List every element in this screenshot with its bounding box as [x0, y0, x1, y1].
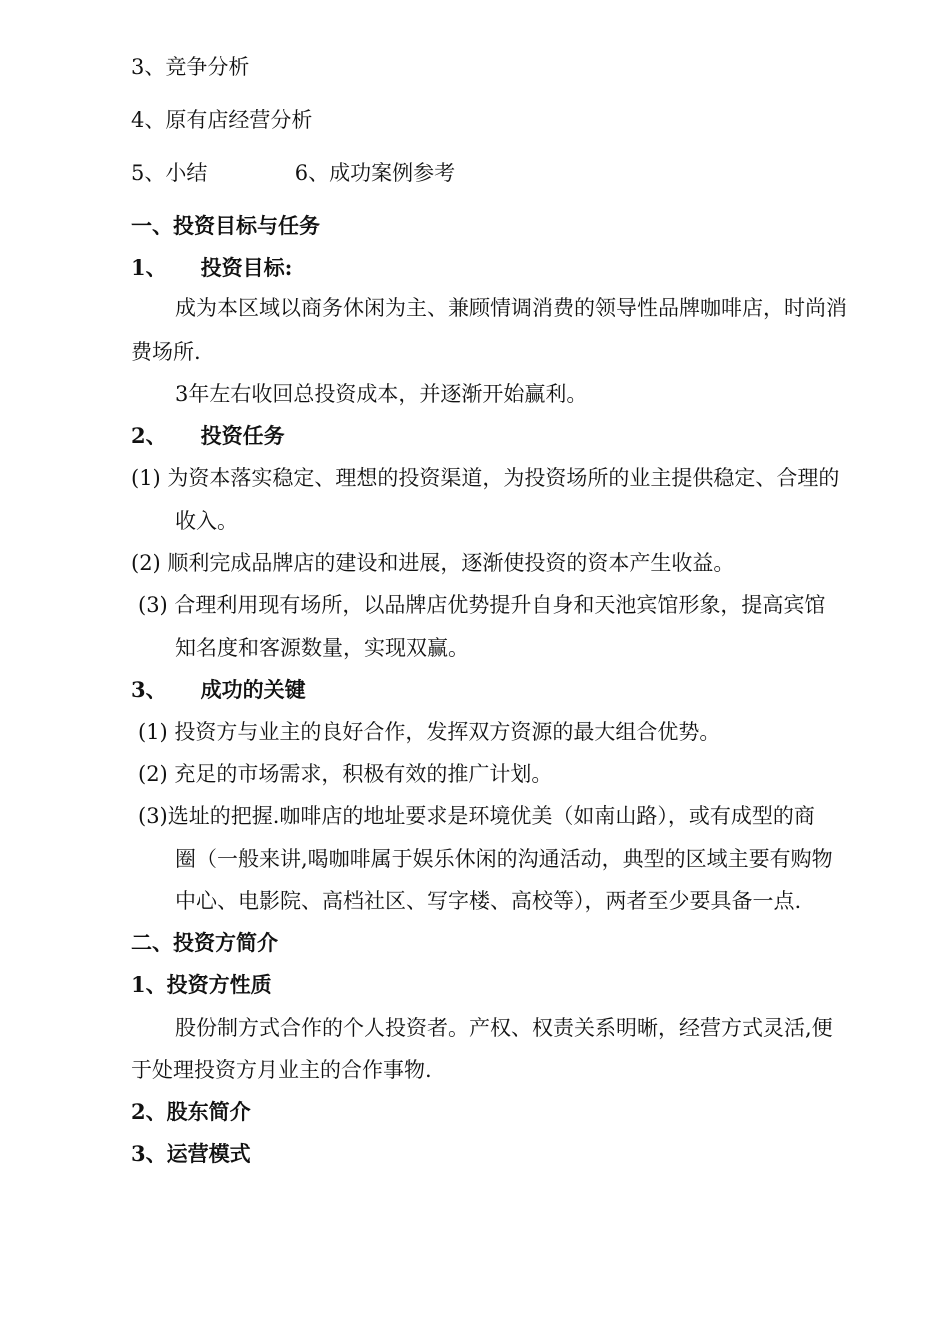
section-2-heading: 二、投资方简介	[131, 930, 278, 955]
list-item: (3)选址的把握.咖啡店的地址要求是环境优美（如南山路），或有成型的商	[138, 804, 815, 828]
toc-item-5: 5、小结	[131, 161, 208, 185]
list-item: (2) 充足的市场需求，积极有效的推广计划。	[138, 762, 553, 786]
list-item-continuation: 知名度和客源数量，实现双赢。	[175, 636, 469, 660]
paragraph-line: 股份制方式合作的个人投资者。产权、权责关系明晰，经营方式灵活,便	[175, 1016, 833, 1040]
subsection-1-2-heading	[131, 421, 285, 451]
paragraph-line: 成为本区域以商务休闲为主、兼顾情调消费的领导性品牌咖啡店，时尚消	[175, 296, 847, 320]
toc-item-4: 4、原有店经营分析	[131, 108, 313, 132]
subsection-2-2-heading: 2、股东简介	[131, 1099, 251, 1124]
list-item: (3) 合理利用现有场所，以品牌店优势提升自身和天池宾馆形象，提高宾馆	[138, 593, 826, 617]
subsection-2-3-heading: 3、运营模式	[131, 1141, 251, 1166]
list-item: (1) 投资方与业主的良好合作，发挥双方资源的最大组合优势。	[138, 720, 721, 744]
toc-item-3: 3、竞争分析	[131, 55, 250, 79]
subsection-2-1-heading: 1、投资方性质	[131, 972, 272, 997]
list-item-continuation: 圈（一般来讲,喝咖啡属于娱乐休闲的沟通活动，典型的区域主要有购物	[175, 847, 833, 871]
list-item: (1) 为资本落实稳定、理想的投资渠道，为投资场所的业主提供稳定、合理的	[131, 466, 840, 490]
list-item-continuation: 中心、电影院、高档社区、写字楼、高校等），两者至少要具备一点.	[175, 889, 802, 913]
subsection-title: 成功的关键	[200, 677, 306, 702]
paragraph-line: 3年左右收回总投资成本，并逐渐开始赢利。	[175, 382, 588, 406]
paragraph-line: 费场所.	[131, 340, 201, 364]
subsection-1-1-heading	[131, 253, 292, 283]
subsection-title: 投资任务	[200, 423, 285, 448]
subsection-number: 2、	[131, 423, 167, 448]
list-item: (2) 顺利完成品牌店的建设和进展，逐渐使投资的资本产生收益。	[131, 551, 735, 575]
list-item-continuation: 收入。	[175, 509, 238, 533]
subsection-number: 3、	[131, 677, 167, 702]
subsection-title: 投资目标:	[200, 255, 293, 280]
toc-item-6: 6、成功案例参考	[294, 161, 456, 185]
section-1-heading: 一、投资目标与任务	[131, 213, 320, 238]
subsection-number: 1、	[131, 255, 167, 280]
paragraph-line: 于处理投资方月业主的合作事物.	[131, 1058, 432, 1082]
toc-row-5-6	[131, 158, 455, 188]
subsection-1-3-heading	[131, 675, 306, 705]
